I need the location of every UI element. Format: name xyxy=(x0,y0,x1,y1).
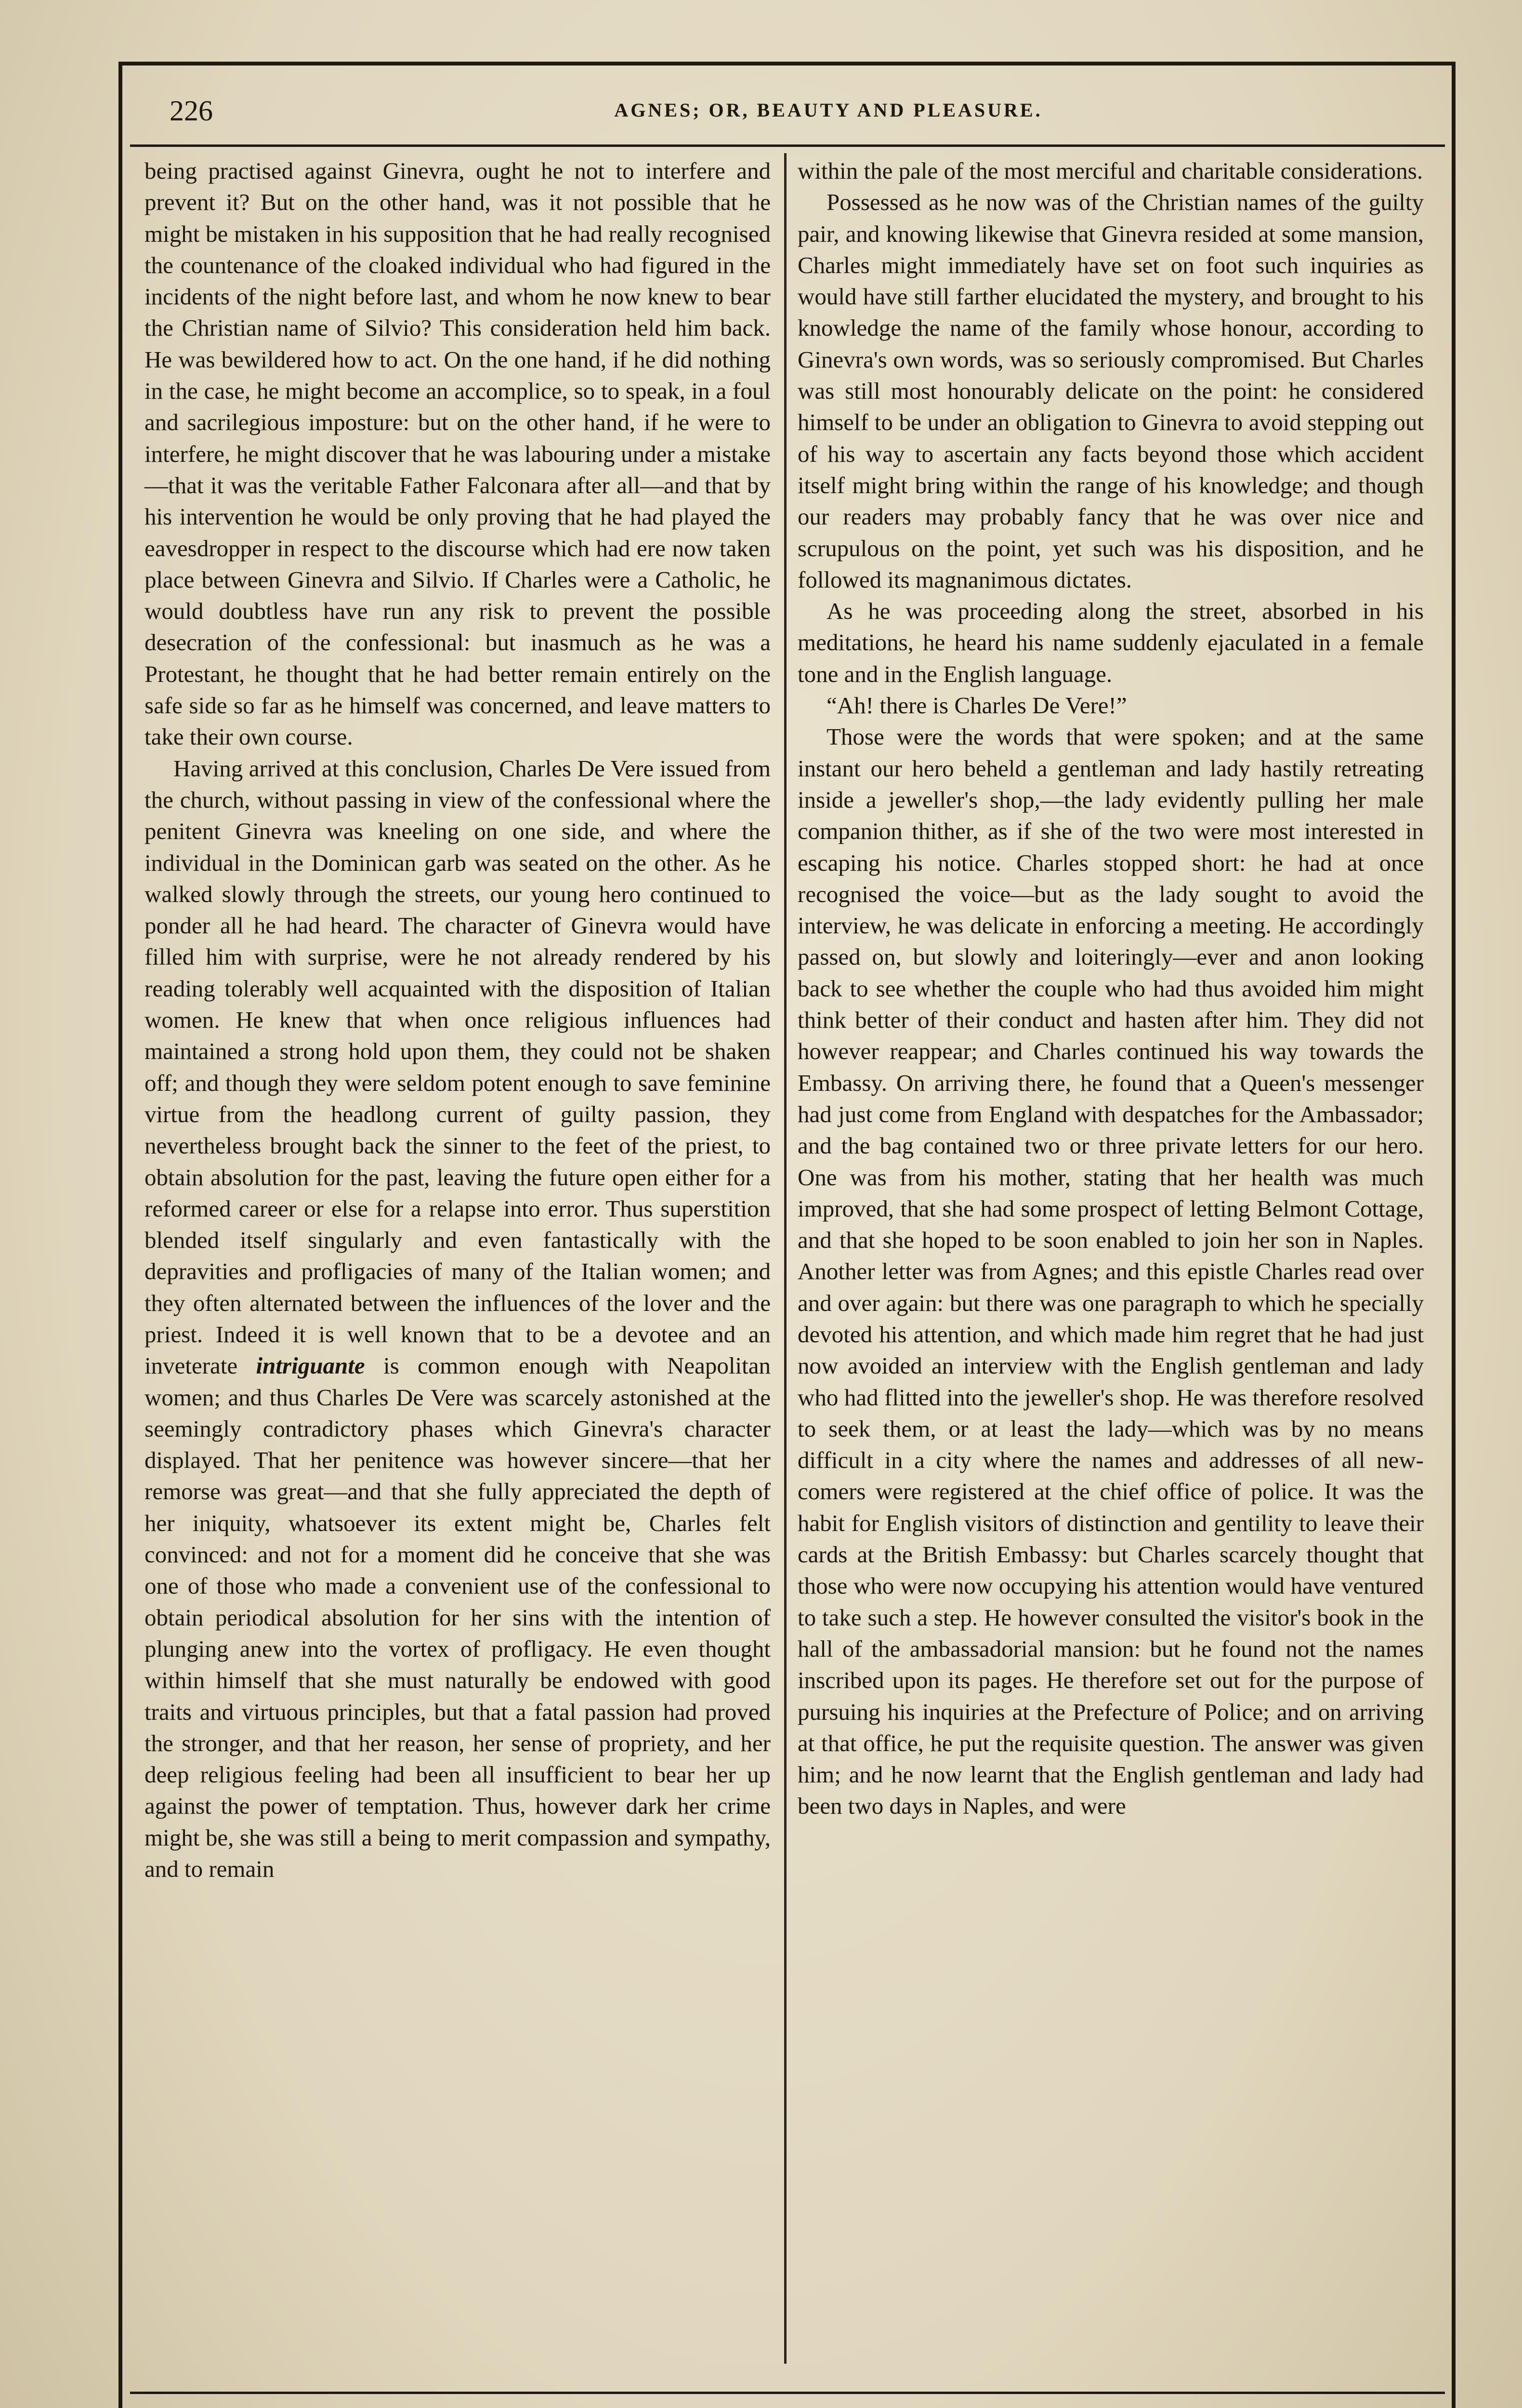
frame-border-right xyxy=(1452,62,1456,2408)
left-paragraph-2-text-b: is common enough with Neapolitan women; and thus Charles De Vere was scarcely astonished at the seemingly contradictory phases which Ginevra's character displayed. That her penitence was however sincere—that her remorse was great—and that she fully appreciated the depth of her iniquity, whatsoever its extent might be, Charles felt convinced: and not for a moment did he conceive that she was one of those who made a convenient use of the confessional to obtain periodical absolution for her sins with the intention of plunging anew into the vortex of profligacy. He even thought within himself that she must naturally be endowed with good traits and virtuous principles, but that a fatal passion had proved the stronger, and that her reason, her sense of propriety, and her deep religious feeling had been all insufficient to bear her up against the power of temptation. Thus, however dark her crime might be, she was still a being to merit compassion and sympathy, and to remain xyxy=(144,1352,771,1883)
right-paragraph-1: within the pale of the most merciful and charitable considerations. xyxy=(798,157,1423,184)
frame-border-top xyxy=(118,62,1456,65)
right-paragraph-4: “Ah! there is Charles De Vere!” xyxy=(827,692,1127,719)
left-paragraph-1: being practised against Ginevra, ought he not to interfere and prevent it? But on the other hand, was it not possible that he might be mistaken in his supposition that he had really recognised the countenance of the cloaked individual who had figured in the incidents of the night before last, and whom he now knew to bear the Christian name of Silvio? This consideration held him back. He was bewildered how to act. On the one hand, if he did nothing in the case, he might become an accomplice, so to speak, in a foul and sacrilegious imposture: but on the other hand, if he were to interfere, he might discover that he was labouring under a mistake—that it was the veritable Father Falconara after all—and that by his intervention he would be only proving that he had played the eavesdropper in respect to the discourse which had ere now taken place between Ginevra and Silvio. If Charles were a Catholic, he would doubtless have run any risk to prevent the possible desecration of the confessional: but inasmuch as he was a Protestant, he thought that he had better remain entirely on the safe side so far as he himself was concerned, and leave matters to take their own course. xyxy=(144,157,771,750)
left-column xyxy=(144,155,771,1885)
header-rule xyxy=(130,144,1445,147)
right-column xyxy=(798,155,1424,1822)
right-paragraph-2: Possessed as he now was of the Christian names of the guilty pair, and knowing likewise that Ginevra resided at some mansion, Charles might immediately have set on foot such inquiries as would have still farther elucidated the mystery, and brought to his knowledge the name of the family whose honour, according to Ginevra's own words, was so seriously compromised. But Charles was still most honourably delicate on the point: he considered himself to be under an obligation to Ginevra to avoid stepping out of his way to ascertain any facts beyond those which accident itself might bring within the range of his knowledge; and though our readers may probably fancy that he was over nice and scrupulous on the point, yet such was his disposition, and he followed its magnanimous dictates. xyxy=(798,189,1424,593)
right-paragraph-5: Those were the words that were spoken; and at the same instant our hero beheld a gentleman and lady hastily retreating inside a jeweller's shop,—the lady evidently pulling her male companion thither, as if she of the two were most interested in escaping his notice. Charles stopped short: he had at once recognised the voice—but as the lady sought to avoid the interview, he was delicate in enforcing a meeting. He accordingly passed on, but slowly and loiteringly—ever and anon looking back to see whether the couple who had thus avoided him might think better of their conduct and hasten after him. They did not however reappear; and Charles continued his way towards the Embassy. On arriving there, he found that a Queen's messenger had just come from England with despatches for the Ambassador; and the bag contained two or three private letters for our hero. One was from his mother, stating that her health was much improved, that she had some prospect of letting Belmont Cottage, and that she hoped to be soon enabled to join her son in Naples. Another letter was from Agnes; and this epistle Charles read over and over again: but there was one paragraph to which he specially devoted his attention, and which made him regret that he had just now avoided an interview with the English gentleman and lady who had flitted into the jeweller's shop. He was therefore resolved to seek them, or at least the lady—which was by no means difficult in a city where the names and addresses of all new-comers were registered at the chief office of police. It was the habit for English visitors of distinction and gentility to leave their cards at the British Embassy: but Charles scarcely thought that those who were now occupying his attention would have ventured to take such a step. He however consulted the visitor's book in the hall of the ambassadorial mansion: but he found not the names inscribed upon its pages. He therefore set out for the purpose of pursuing his inquiries at the Prefecture of Police; and on arriving at that office, he put the requisite question. The answer was given him; and he now learnt that the English gentleman and lady had been two days in Naples, and were xyxy=(798,723,1424,1819)
left-paragraph-2-text-a: Having arrived at this conclusion, Charles De Vere issued from the church, without passing in view of the confessional where the penitent Ginevra was kneeling on one side, and where the individual in the Dominican garb was seated on the other. As he walked slowly through the streets, our young hero continued to ponder all he had heard. The character of Ginevra would have filled him with surprise, were he not already rendered by his reading tolerably well acquainted with the disposition of Italian women. He knew that when once religious influences had maintained a strong hold upon them, they could not be shaken off; and though they were seldom potent enough to save feminine virtue from the headlong current of guilty passion, they nevertheless brought back the sinner to the feet of the priest, to obtain absolution for the past, leaving the future open either for a reformed career or else for a relapse into error. Thus superstition blended itself singularly and even fantastically with the depravities and profligacies of many of the Italian women; and they often alternated between the influences of the lover and the priest. Indeed it is well known that to be a devotee and an inveterate xyxy=(144,755,771,1379)
page-number: 226 xyxy=(170,95,213,127)
frame-border-left xyxy=(118,62,122,2408)
left-paragraph-2 xyxy=(144,753,771,1885)
left-paragraph-2-italic: intriguante xyxy=(256,1352,365,1379)
column-divider xyxy=(784,153,787,2364)
running-head: AGNES; OR, BEAUTY AND PLEASURE. xyxy=(614,99,1043,121)
right-paragraph-3: As he was proceeding along the street, absorbed in his meditations, he heard his name suddenly ejaculated in a female tone and in the English language. xyxy=(798,598,1424,687)
bottom-rule xyxy=(130,2392,1445,2394)
